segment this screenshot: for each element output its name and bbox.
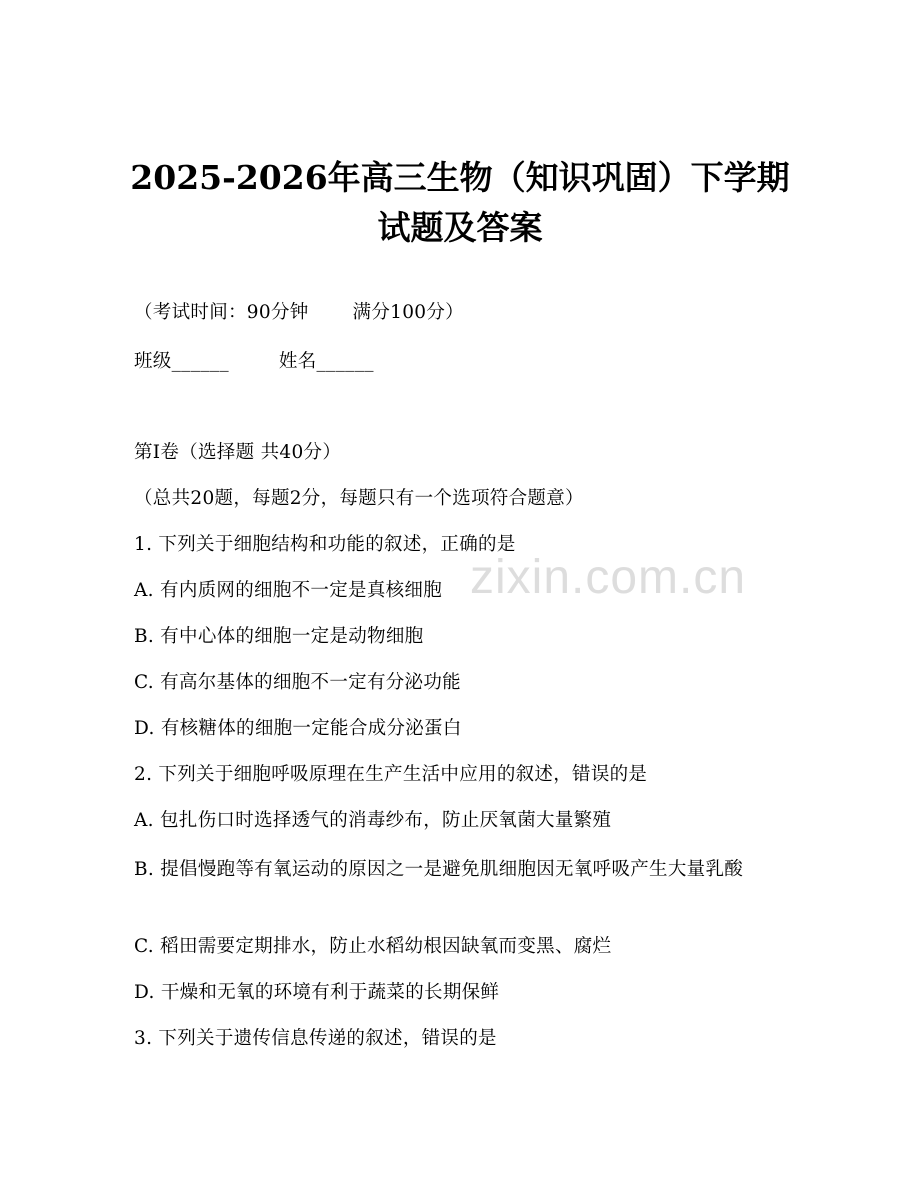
question-option: B. 提倡慢跑等有氧运动的原因之一是避免肌细胞因无氧呼吸产生大量乳酸 (134, 859, 744, 880)
question-stem: 3. 下列关于遗传信息传递的叙述，错误的是 (134, 1028, 497, 1049)
section-heading: 第I卷（选择题 共40分） (134, 442, 342, 463)
question-option: A. 有内质网的细胞不一定是真核细胞 (134, 580, 443, 601)
name-field: 姓名______ (278, 351, 374, 372)
section-note: （总共20题，每题2分，每题只有一个选项符合题意） (134, 488, 584, 509)
question-option: C. 有高尔基体的细胞不一定有分泌功能 (134, 672, 461, 693)
class-field: 班级______ (134, 351, 229, 372)
document-title-line1: 2025-2026年高三生物（知识巩固）下学期 (130, 158, 790, 197)
question-option: A. 包扎伤口时选择透气的消毒纱布，防止厌氧菌大量繁殖 (134, 810, 612, 831)
question-stem: 2. 下列关于细胞呼吸原理在生产生活中应用的叙述，错误的是 (134, 764, 648, 785)
question-stem: 1. 下列关于细胞结构和功能的叙述，正确的是 (134, 534, 516, 555)
exam-info (134, 300, 464, 326)
question-option: C. 稻田需要定期排水，防止水稻幼根因缺氧而变黑、腐烂 (134, 936, 612, 957)
exam-time: （考试时间：90分钟 (134, 302, 309, 323)
question-option: B. 有中心体的细胞一定是动物细胞 (134, 626, 424, 647)
question-option: D. 有核糖体的细胞一定能合成分泌蛋白 (134, 718, 462, 739)
exam-score: 满分100分） (352, 302, 464, 323)
student-fields (134, 349, 374, 375)
watermark: zixin.com.cn (470, 551, 747, 604)
document-title-line2: 试题及答案 (377, 208, 543, 247)
question-option: D. 干燥和无氧的环境有利于蔬菜的长期保鲜 (134, 982, 500, 1003)
